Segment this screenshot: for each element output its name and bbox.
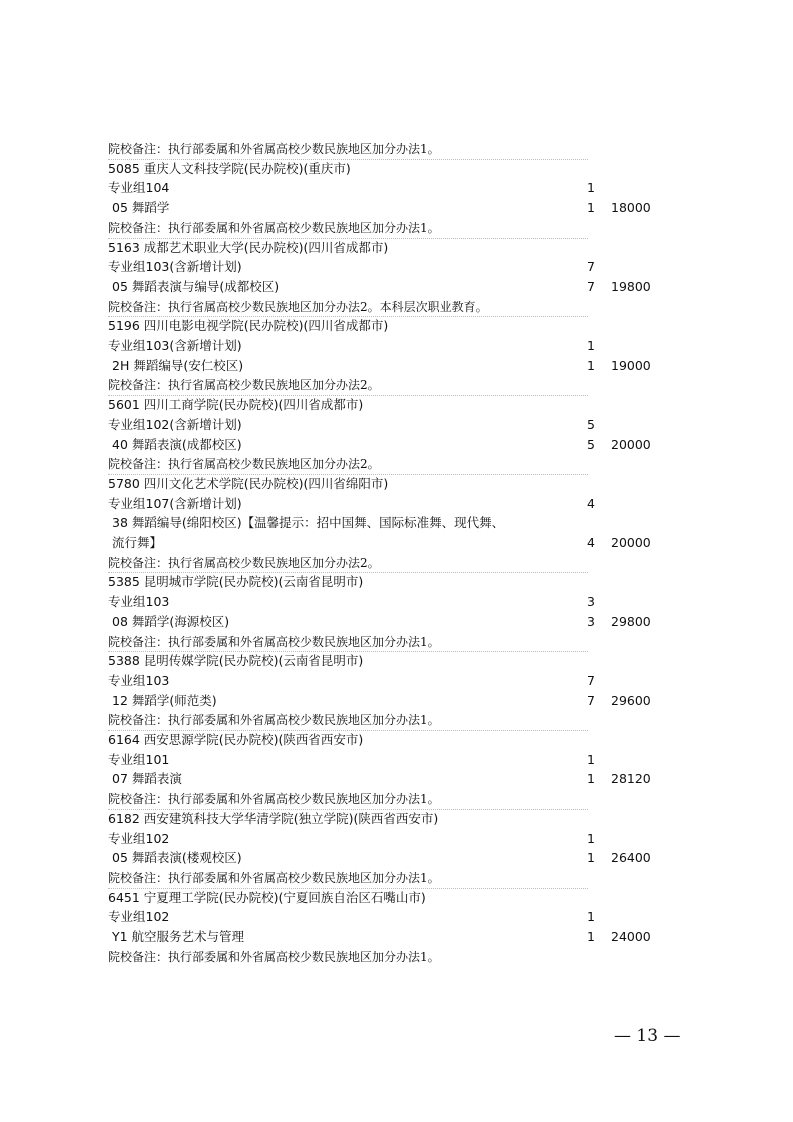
tuition-fee: 20000 bbox=[611, 535, 651, 550]
school-header: 6182 西安建筑科技大学华清学院(独立学院)(陕西省西安市) bbox=[108, 810, 439, 826]
school-note: 院校备注：执行省属高校少数民族地区加分办法2。 bbox=[108, 555, 380, 570]
tuition-fee: 19000 bbox=[611, 357, 651, 373]
major-plan-count: 1 bbox=[587, 771, 595, 787]
major-name: 05 舞蹈表演(楼观校区) bbox=[112, 850, 242, 866]
school-header: 5780 四川文化艺术学院(民办院校)(四川省绵阳市) bbox=[108, 475, 389, 491]
major-plan-count: 7 bbox=[587, 692, 595, 708]
major-group: 专业组104 bbox=[108, 180, 170, 196]
major-name: 08 舞蹈学(海源校区) bbox=[112, 613, 230, 629]
major-group: 专业组103 bbox=[108, 672, 170, 688]
tuition-fee: 29800 bbox=[611, 613, 651, 629]
tuition-fee: 19800 bbox=[611, 278, 651, 294]
group-plan-count: 5 bbox=[587, 416, 595, 432]
major-plan-count: 1 bbox=[587, 929, 595, 944]
major-group: 专业组103 bbox=[108, 594, 170, 610]
school-header: 5601 四川工商学院(民办院校)(四川省成都市) bbox=[108, 397, 364, 413]
major-plan-count: 1 bbox=[587, 850, 595, 866]
major-group: 专业组102 bbox=[108, 909, 170, 925]
tuition-fee: 18000 bbox=[611, 200, 651, 216]
group-plan-count: 4 bbox=[587, 495, 595, 511]
school-header: 6164 西安思源学院(民办院校)(陕西省西安市) bbox=[108, 732, 364, 747]
school-note: 院校备注：执行省属高校少数民族地区加分办法2。本科层次职业教育。 bbox=[108, 299, 488, 314]
page-number: — 13 — bbox=[614, 1026, 681, 1046]
school-note: 院校备注：执行部委属和外省属高校少数民族地区加分办法1。 bbox=[108, 220, 440, 235]
school-header: 5196 四川电影电视学院(民办院校)(四川省成都市) bbox=[108, 318, 389, 334]
group-plan-count: 1 bbox=[587, 751, 595, 767]
group-plan-count: 1 bbox=[587, 338, 595, 353]
major-group: 专业组107(含新增计划) bbox=[108, 495, 242, 511]
school-note: 院校备注：执行部委属和外省属高校少数民族地区加分办法1。 bbox=[108, 792, 440, 807]
tuition-fee: 26400 bbox=[611, 850, 651, 866]
major-plan-count: 3 bbox=[587, 613, 595, 629]
group-plan-count: 1 bbox=[587, 909, 595, 925]
major-name: 40 舞蹈表演(成都校区) bbox=[112, 436, 242, 452]
school-note: 院校备注：执行部委属和外省属高校少数民族地区加分办法1。 bbox=[108, 713, 440, 728]
group-plan-count: 1 bbox=[587, 830, 595, 846]
tuition-fee: 29600 bbox=[611, 692, 651, 708]
major-plan-count: 7 bbox=[587, 278, 595, 294]
major-name: Y1 航空服务艺术与管理 bbox=[112, 929, 245, 944]
major-group: 专业组103(含新增计划) bbox=[108, 259, 242, 275]
tuition-fee: 28120 bbox=[611, 771, 651, 787]
major-name: 07 舞蹈表演 bbox=[112, 771, 182, 787]
school-note: 院校备注：执行部委属和外省属高校少数民族地区加分办法1。 bbox=[108, 949, 440, 964]
major-plan-count: 1 bbox=[587, 200, 595, 216]
group-plan-count: 7 bbox=[587, 259, 595, 275]
group-plan-count: 1 bbox=[587, 180, 595, 196]
major-plan-count: 5 bbox=[587, 436, 595, 452]
school-note: 院校备注：执行省属高校少数民族地区加分办法2。 bbox=[108, 457, 380, 472]
group-plan-count: 3 bbox=[587, 594, 595, 610]
school-header: 5085 重庆人文科技学院(民办院校)(重庆市) bbox=[108, 160, 351, 176]
major-name: 12 舞蹈学(师范类) bbox=[112, 692, 217, 708]
major-group: 专业组102(含新增计划) bbox=[108, 416, 242, 432]
major-name: 38 舞蹈编导(绵阳校区)【温馨提示：招中国舞、国际标准舞、现代舞、 bbox=[112, 515, 505, 531]
major-group: 专业组102 bbox=[108, 830, 170, 846]
group-plan-count: 7 bbox=[587, 672, 595, 688]
tuition-fee: 24000 bbox=[611, 929, 651, 944]
school-note: 院校备注：执行部委属和外省属高校少数民族地区加分办法1。 bbox=[108, 634, 440, 649]
major-group: 专业组101 bbox=[108, 751, 170, 767]
school-header: 6451 宁夏理工学院(民办院校)(宁夏回族自治区石嘴山市) bbox=[108, 889, 426, 905]
school-header: 5163 成都艺术职业大学(民办院校)(四川省成都市) bbox=[108, 239, 389, 255]
major-group: 专业组103(含新增计划) bbox=[108, 338, 242, 353]
major-name: 05 舞蹈学 bbox=[112, 200, 170, 216]
major-name: 05 舞蹈表演与编导(成都校区) bbox=[112, 278, 280, 294]
tuition-fee: 20000 bbox=[611, 436, 651, 452]
major-name: 2H 舞蹈编导(安仁校区) bbox=[112, 357, 244, 373]
school-note: 院校备注：执行部委属和外省属高校少数民族地区加分办法1。 bbox=[108, 870, 440, 885]
major-plan-count: 4 bbox=[587, 535, 595, 550]
school-header: 5388 昆明传媒学院(民办院校)(云南省昆明市) bbox=[108, 653, 364, 669]
school-note: 院校备注：执行部委属和外省属高校少数民族地区加分办法1。 bbox=[108, 142, 440, 156]
school-note: 院校备注：执行省属高校少数民族地区加分办法2。 bbox=[108, 378, 380, 393]
school-header: 5385 昆明城市学院(民办院校)(云南省昆明市) bbox=[108, 574, 364, 590]
major-plan-count: 1 bbox=[587, 357, 595, 373]
major-name: 流行舞】 bbox=[112, 535, 163, 550]
